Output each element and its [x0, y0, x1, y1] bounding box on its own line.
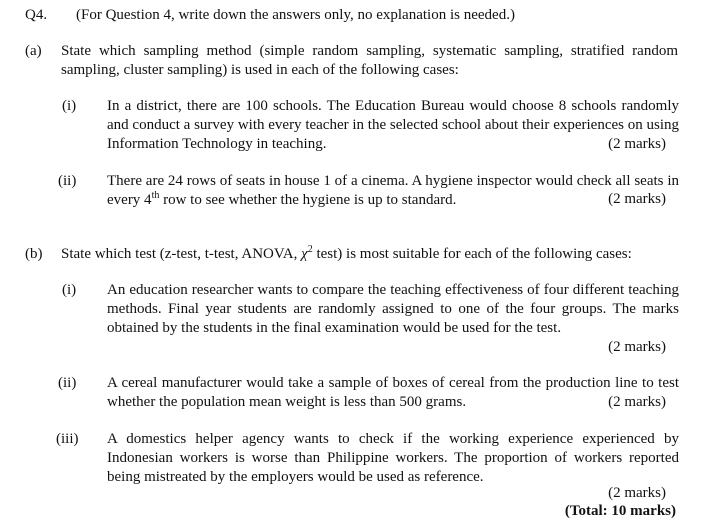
- part-a-item-text: In a district, there are 100 schools. The Education Bureau would choose 8 schools randomly and conduct a survey with every teacher in the selected school about their experiences on using Information Technology in teaching.: [107, 98, 679, 152]
- marks-label: (2 marks): [608, 394, 666, 410]
- ordinal-superscript: th: [151, 190, 160, 201]
- part-b-item-label: (iii): [56, 431, 79, 447]
- marks-label: (2 marks): [608, 485, 666, 501]
- question-number: Q4.: [25, 7, 48, 23]
- marks-label: (2 marks): [608, 339, 666, 355]
- marks-label: (2 marks): [608, 136, 666, 152]
- chi-symbol: χ: [301, 246, 308, 262]
- part-a-item-label: (ii): [58, 173, 77, 189]
- part-b-item-label: (i): [62, 282, 77, 298]
- total-marks: (Total: 10 marks): [564, 503, 676, 519]
- part-b-prompt: State which test (z-test, t-test, ANOVA, $\chi^2$ test) is most suitable for each of the following cases:: [61, 244, 632, 262]
- part-b-item-label: (ii): [58, 375, 77, 391]
- part-a-label: (a): [25, 43, 42, 59]
- chi-superscript: 2: [307, 244, 313, 255]
- part-a-item-text: There are 24 rows of seats in house 1 of a cinema. A hygiene inspector would check all seats in every 4th row to see whether the hygiene is up to standard.: [107, 173, 679, 208]
- marks-label: (2 marks): [608, 191, 666, 207]
- question-instruction: (For Question 4, write down the answers only, no explanation is needed.): [76, 7, 515, 23]
- part-a-item-label: (i): [62, 98, 77, 114]
- part-b-label: (b): [25, 246, 43, 262]
- part-b-item-text: An education researcher wants to compare the teaching effectiveness of four different teaching methods. Final year students are randomly assigned to one of the four groups. The marks obtained by the students in the final examination would be used for the test.: [107, 282, 679, 336]
- part-a-prompt: State which sampling method (simple random sampling, systematic sampling, stratified random sampling, cluster sampling) is used in each of the following cases:: [61, 43, 678, 78]
- part-b-item-text: A domestics helper agency wants to check if the working experience experienced by Indonesian workers is worse than Philippine workers. The proportion of workers reported being mistreated by the employers would be used as reference.: [107, 431, 679, 485]
- part-b-item-text: A cereal manufacturer would take a sample of boxes of cereal from the production line to test whether the population mean weight is less than 500 grams.: [107, 375, 679, 410]
